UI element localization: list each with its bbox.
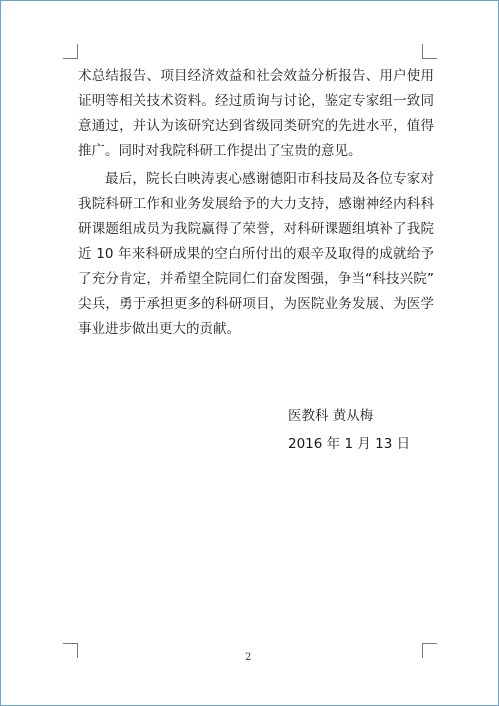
signature-date: 2016 年 1 月 13 日 [288,436,411,452]
page-number: 2 [245,652,252,663]
text-line: 事业进步做出更大的贡献。 [78,321,240,337]
crop-mark-top-right [422,44,437,59]
text-line: 近 10 年来科研成果的空白所付出的艰辛及取得的成就给予 [78,246,434,262]
body-text [78,64,434,342]
text-line: 了充分肯定，并希望全院同仁们奋发图强，争当“科技兴院” [78,271,434,287]
crop-mark-bottom-right [422,643,437,658]
paragraph-1 [78,64,434,164]
crop-mark-bottom-left [63,643,78,658]
text-line: 意通过，并认为该研究达到省级同类研究的先进水平，值得 [78,118,434,134]
text-line: 最后，院长白映涛衷心感谢德阳市科技局及各位专家对 [105,171,434,187]
paragraph-2 [78,167,434,342]
text-line: 研课题组成员为我院赢得了荣誉，对科研课题组填补了我院 [78,221,434,237]
text-line: 术总结报告、项目经济效益和社会效益分析报告、用户使用 [78,68,434,84]
text-line: 推广。同时对我院科研工作提出了宝贵的意见。 [78,143,362,159]
text-line: 我院科研工作和业务发展给予的大力支持，感谢神经内科科 [78,196,434,212]
signature-name: 医教科 黄从梅 [288,408,374,424]
text-line: 证明等相关技术资料。经过质询与讨论，鉴定专家组一致同 [78,93,434,109]
text-line: 尖兵，勇于承担更多的科研项目，为医院业务发展、为医学 [78,296,434,312]
crop-mark-top-left [63,44,78,59]
